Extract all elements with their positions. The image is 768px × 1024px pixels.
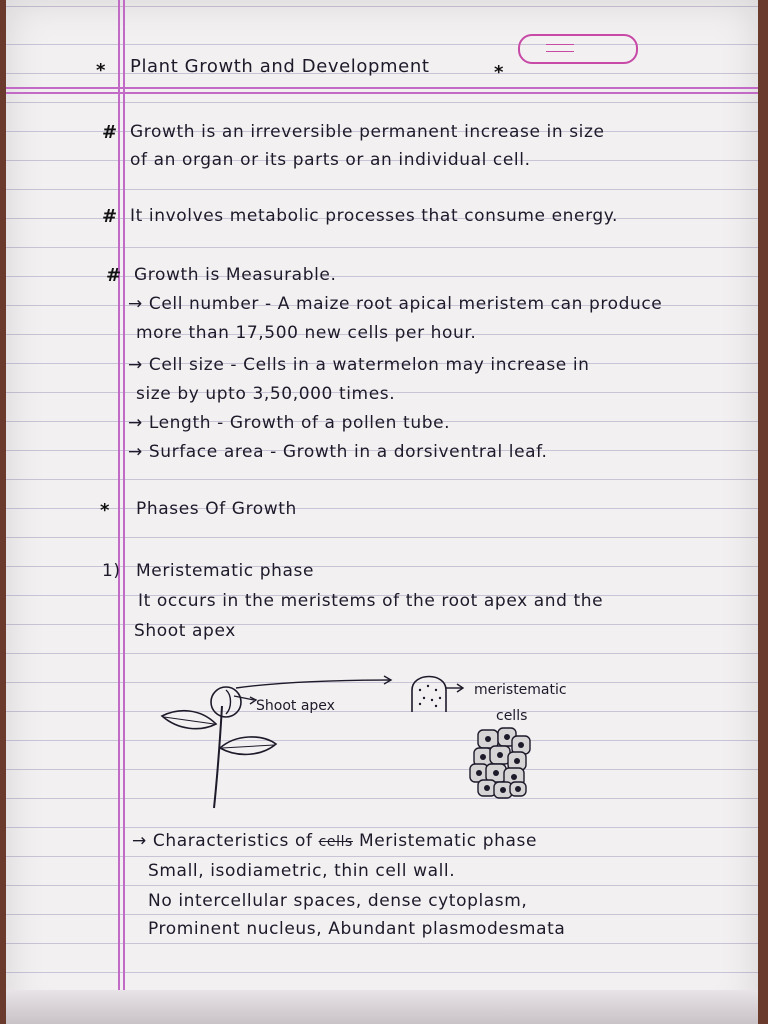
phase-heading: Meristematic phase [136, 561, 315, 581]
characteristic-line: No intercellular spaces, dense cytoplasm, [148, 891, 528, 911]
cell-cluster [470, 728, 530, 798]
measure-line: → Surface area - Growth in a dorsiventral leaf. [128, 442, 548, 462]
intro-line: Growth is an irreversible permanent increase in size [130, 122, 605, 142]
struck-word: cells [318, 834, 353, 850]
phase-text: It occurs in the meristems of the root apex and the [138, 591, 604, 611]
star-marker: * [494, 62, 504, 83]
cells-label: cells [496, 708, 528, 724]
intro-line: of an organ or its parts or an individual cell. [130, 150, 531, 170]
characteristic-line: Small, isodiametric, thin cell wall. [148, 861, 456, 881]
characteristics-suffix: Meristematic phase [358, 831, 538, 851]
measure-line: → Cell size - Cells in a watermelon may increase in [128, 355, 590, 375]
meristem-dots [419, 685, 441, 707]
meristem-dome [412, 677, 446, 713]
phase-text: Shoot apex [134, 621, 236, 641]
leaf-vein [222, 745, 274, 748]
measure-line: size by upto 3,50,000 times. [136, 384, 396, 404]
hash-marker: # [102, 122, 118, 143]
meristematic-label: meristematic [474, 682, 567, 698]
measure-line: → Cell number - A maize root apical meristem can produce [128, 294, 663, 314]
apex-bud [226, 690, 231, 714]
characteristics-prefix: → Characteristics of [132, 831, 313, 851]
measure-line: → Length - Growth of a pollen tube. [128, 413, 451, 433]
phase-number: 1) [102, 561, 121, 581]
hash-marker: # [102, 206, 118, 227]
phases-heading: Phases Of Growth [136, 499, 297, 519]
star-marker: * [100, 500, 110, 521]
intro-line: Growth is Measurable. [134, 265, 337, 285]
apex-circle [211, 687, 241, 717]
page-title: Plant Growth and Development [130, 56, 430, 77]
hash-marker: # [106, 265, 122, 286]
stem [214, 706, 222, 808]
characteristic-line: Prominent nucleus, Abundant plasmodesmata [148, 919, 566, 939]
connector-arrow [236, 680, 390, 688]
shoot-apex-label: Shoot apex [256, 698, 335, 714]
star-marker: * [96, 60, 106, 81]
measure-line: more than 17,500 new cells per hour. [136, 323, 477, 343]
intro-line: It involves metabolic processes that consume energy. [130, 206, 618, 226]
leaf [162, 711, 216, 729]
